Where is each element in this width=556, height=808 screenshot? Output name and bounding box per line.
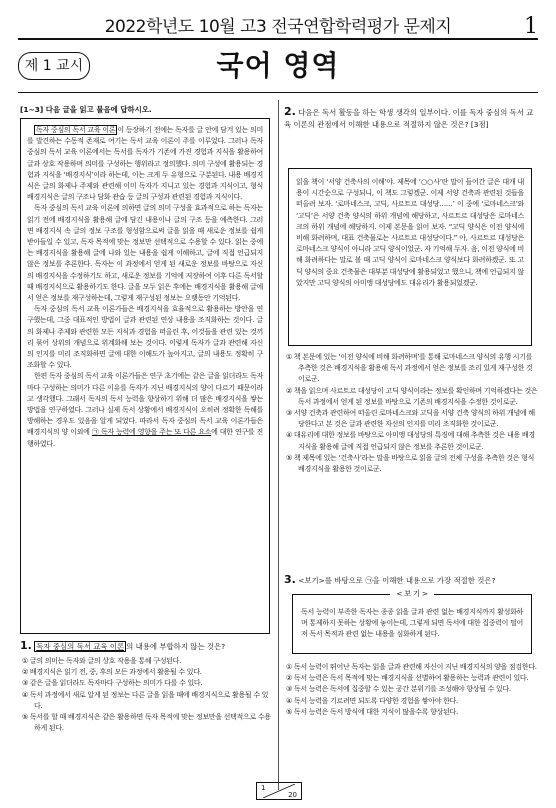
question-number: 3. (284, 573, 296, 586)
question-2-example-box: 읽을 책이 ‘서양 건축사의 이해’야. 제목에 ‘○○사’란 말이 들어간 글은 대개 내용이 시간순으로 구성되니, 이 책도 그렇겠군. 이제 서양 건축과 관련된 것들을 떠올려 보자. ‘로마네스크, 고딕, 사르트르 대성당……’ 이 중에 ‘로마네스크’와 ‘고딕’은 서양 건축 양식의 하위 개념에 해당하고, 사르트르 대성당은 로마네스크의 하위 개념에 해당하지. 이제 본문을 읽어 보자. “고딕 양식은 이전 양식에 비해 화려하며, 대표 건축물로는 사르트르 대성당이다.” 아, 사르트르 대성당은 로마네스크 양식이 아니라 고딕 양식이었군. 자 기억해 두자. 음, 이전 양식에 비해 화려하다는 말로 볼 때 고딕 양식이 로마네스크 양식보다 화려하겠군. 또 고딕 양식의 중요 건축물은 대부분 대성당에 활용되었고 했으니, 책에 언급되지 않았지만 고딕 양식의 아미앵 대성당에도 대유리가 활용되었겠군. (288, 168, 532, 346)
footer-page: 1 (261, 784, 266, 792)
choice-2[interactable]: ② 배경지식은 읽기 전, 중, 후의 모든 과정에서 활용될 수 있다. (22, 668, 202, 677)
page-footer (256, 782, 302, 800)
bogi-text: 독서 능력이 부족한 독자는 종종 읽을 글과 관련 없는 배경지식까지 활성화하며 통제하지 못하는 상황에 놓이는데, 그렇게 되면 독서에 대한 집중력이 떨어져 독서 목적과 관련 없는 내용을 심화하게 된다. (301, 608, 523, 639)
passage-text: 이 등장하기 전에는 독자를 글 안에 담겨 있는 의미를 발견하는 수동적 존재로 여기는 독서 교육 이론이 주를 이루었다. 그러나 독자 중심의 독서 교육 이론에서는 독서를 독자가 기존에 가진 경험과 지식을 활용하여 글과 상호 작용하며 의미를 구성하는 행위라고 정의했다. 의미 구성에 활용되는 경험과 지식을 ‘배경지식’이라 하는데, 이는 크게 두 유형으로 구분된다. 내용 배경지식은 글의 화제나 주제와 관련해 이미 독자가 지니고 있는 경험과 지식이고, 형식 배경지식은 글의 구조나 담화 관습 등 글의 구성과 관련된 경험과 지식이다. (27, 126, 263, 202)
passage-paragraph (27, 371, 263, 449)
choice-4[interactable]: ④ 대유리에 대한 정보를 바탕으로 아미앵 대성당의 특징에 대해 추측한 것은 내용 배경지식을 활용해 글에 직접 언급되지 않은 정보를 추론한 것이로군. (286, 431, 535, 451)
instruction: [1~3] 다음 글을 읽고 물음에 답하시오. (20, 105, 152, 114)
passage-text: 한편 독자 중심의 독서 교육 이론가들은 연구 초기에는 같은 글을 읽더라도 독자마다 구성하는 의미가 다른 이유를 독자가 지닌 배경지식의 양이 다르기 때문이라고 생각했다. 그래서 독자의 독서 능력을 향상하기 위해 더 많은 배경지식을 쌓는 방법을 연구하였다. 그러나 실제 독서 상황에서 배경지식이 오히려 정확한 독해를 방해하는 경우도 있음을 알게 되었다. 따라서 독자 중심의 독서 교육 이론가들은 배경지식의 양 이외에 (27, 372, 263, 437)
passage-paragraph: 독자 중심의 독서 교육 이론에 의하면 글의 의미 구성을 효과적으로 하는 독자는 읽기 전에 배경지식을 활용해 글에 담긴 내용이나 글의 구조 등을 예측한다. 그러면 배경지식 속 글의 정보 구조를 형성함으로써 글을 읽을 때 새로운 정보를 쉽게 받아들일 수 있고, 독자 목적에 맞는 정보만 선택적으로 수용할 수 있다. 읽는 중에는 배경지식을 활용해 글에 나와 있는 내용을 쉽게 이해하고, 글에 직접 언급되지 않은 정보를 추론한다. 독자는 이 과정에서 얻게 된 새로운 정보를 바탕으로 자신의 배경지식을 수정하기도 하고, 새로운 정보를 기억에 저장하여 이후 다른 독서할 때 배경지식으로 활용하기도 한다. 글을 모두 읽은 후에는 배경지식을 활용해 글에서 얻은 정보를 재구성하는데, 그렇게 재구성된 정보는 오랫동안 기억된다. (27, 204, 263, 303)
choice-3[interactable]: ③ 같은 글을 읽더라도 독자마다 구성하는 의미가 다를 수 있다. (22, 679, 203, 688)
question-stem: 의 내용에 부합하지 않는 것은? (126, 642, 226, 651)
question-3 (284, 574, 538, 587)
choice-3[interactable]: ③ 서양 건축과 관련하여 떠올린 로마네스크와 고딕을 서양 건축 양식의 하위 개념에 해당한다고 본 것은 글과 관련한 자신의 인지를 미리 조직화한 것이로군. (286, 409, 535, 429)
question-2 (284, 106, 538, 130)
page-title: 2022학년도 10월 고3 전국연합학력평가 문제지 (104, 17, 452, 37)
header-rule-top (18, 38, 538, 40)
question-1 (20, 640, 272, 653)
passage-paragraph (27, 125, 263, 203)
question-2-choices (286, 352, 538, 475)
choice-5[interactable]: ⑤ 책 제목에 있는 ‘건축사’라는 말을 바탕으로 읽을 글의 전체 구성을 추측한 것은 형식 배경지식을 활용한 것이로군. (286, 453, 535, 474)
choice-2[interactable]: ② 책을 읽으며 사르트르 대성당이 고딕 양식이라는 정보를 확인하며 기억하겠다는 것은 독서 과정에서 얻게 된 정보를 바탕으로 기존의 배경지식을 수정한 것이로군. (286, 386, 538, 406)
passage-key-term: 독자 중심의 독서 교육 이론 (36, 126, 116, 134)
choice-1[interactable]: ① 책 본문에 있는 ‘이전 양식에 비해 화려하며’를 통해 로마네스크 양식의 유행 시기를 추측한 것은 배경지식을 활용해 독서 과정에서 얻은 정보를 조리 있게 재구성한 것이로군. (286, 353, 533, 384)
question-stem: <보기>를 바탕으로 ㉠을 이해한 내용으로 가장 적절한 것은? (298, 576, 496, 585)
choice-1[interactable]: ① 글의 의미는 독자와 글의 상호 작용을 통해 구성된다. (22, 657, 182, 665)
passage-underline-a: ㉠ 독자 능력에 영향을 주는 또 다른 요소 (91, 428, 212, 437)
reading-passage (20, 118, 270, 634)
choice-3[interactable]: ③ 독서 능력은 독서에 집중할 수 있는 공간 분위기를 조성해야 향상될 수 있다. (286, 685, 511, 694)
header-rule-bottom (18, 92, 538, 93)
choice-2[interactable]: ② 독서 능력은 독서 목적에 맞는 배경지식을 선별하여 활용하는 능력과 관련이 있다. (286, 674, 529, 683)
question-1-choices (22, 656, 272, 734)
column-divider (278, 100, 279, 790)
passage-text: 에 대한 연구를 진행하였다. (27, 428, 263, 448)
subject-title: 국어 영역 (216, 49, 340, 82)
bogi-box (292, 589, 532, 654)
footer-total: 20 (288, 791, 297, 799)
choice-5[interactable]: ⑤ 독서를 할 때 배경지식은 같은 활용하면 독자 목적에 맞는 정보만을 선택적으로 수용하게 된다. (22, 713, 271, 733)
bogi-label: < 보 기 > (293, 588, 531, 600)
question-term: 독자 중심의 독서 교육 이론 (36, 642, 125, 651)
question-number: 2. (284, 105, 296, 118)
choice-4[interactable]: ④ 독서 과정에서 새로 알게 된 정보는 다른 글을 읽을 때에 배경지식으로 활용될 수 있다. (22, 690, 269, 710)
choice-4[interactable]: ④ 독서 능력을 기르려면 되도록 다양한 경험을 쌓아야 한다. (286, 696, 458, 705)
question-number: 1. (20, 639, 32, 652)
choice-5[interactable]: ⑤ 독서 능력은 독서 방식에 대한 지식이 많을수록 향상된다. (286, 707, 458, 716)
choice-1[interactable]: ① 독서 능력이 뛰어난 독자는 읽을 글과 관련해 자신이 지닌 배경지식의 양을 점검한다. (286, 663, 537, 671)
question-3-choices (286, 662, 538, 718)
question-stem: 다음은 독서 활동을 하는 학생 생각의 일부이다. 이를 독자 중심의 독서 교육 이론의 관점에서 이해한 내용으로 적절하지 않은 것은? [3점] (284, 108, 534, 129)
session-badge: 제 1 교시 (18, 52, 90, 80)
passage-paragraph: 독자 중심의 독서 교육 이론가들은 배경지식을 효율적으로 활용하는 방안을 연구했는데, 그중 대표적인 방법이 글과 관련된 연상 내용을 조직화하는 것이다. 글의 화제나 주제와 관련한 모든 지식과 경험을 떠올린 후, 이것들을 관련 있는 것끼리 묶어 상위의 개념으로 위계화해 보는 것이다. 이렇게 독자가 글과 관련해 자신의 인지를 미리 조직화하면 글에 대한 이해도가 높아지고, 글의 내용도 정확히 구조화할 수 있다. (27, 305, 263, 370)
page-number: 1 (524, 14, 538, 39)
